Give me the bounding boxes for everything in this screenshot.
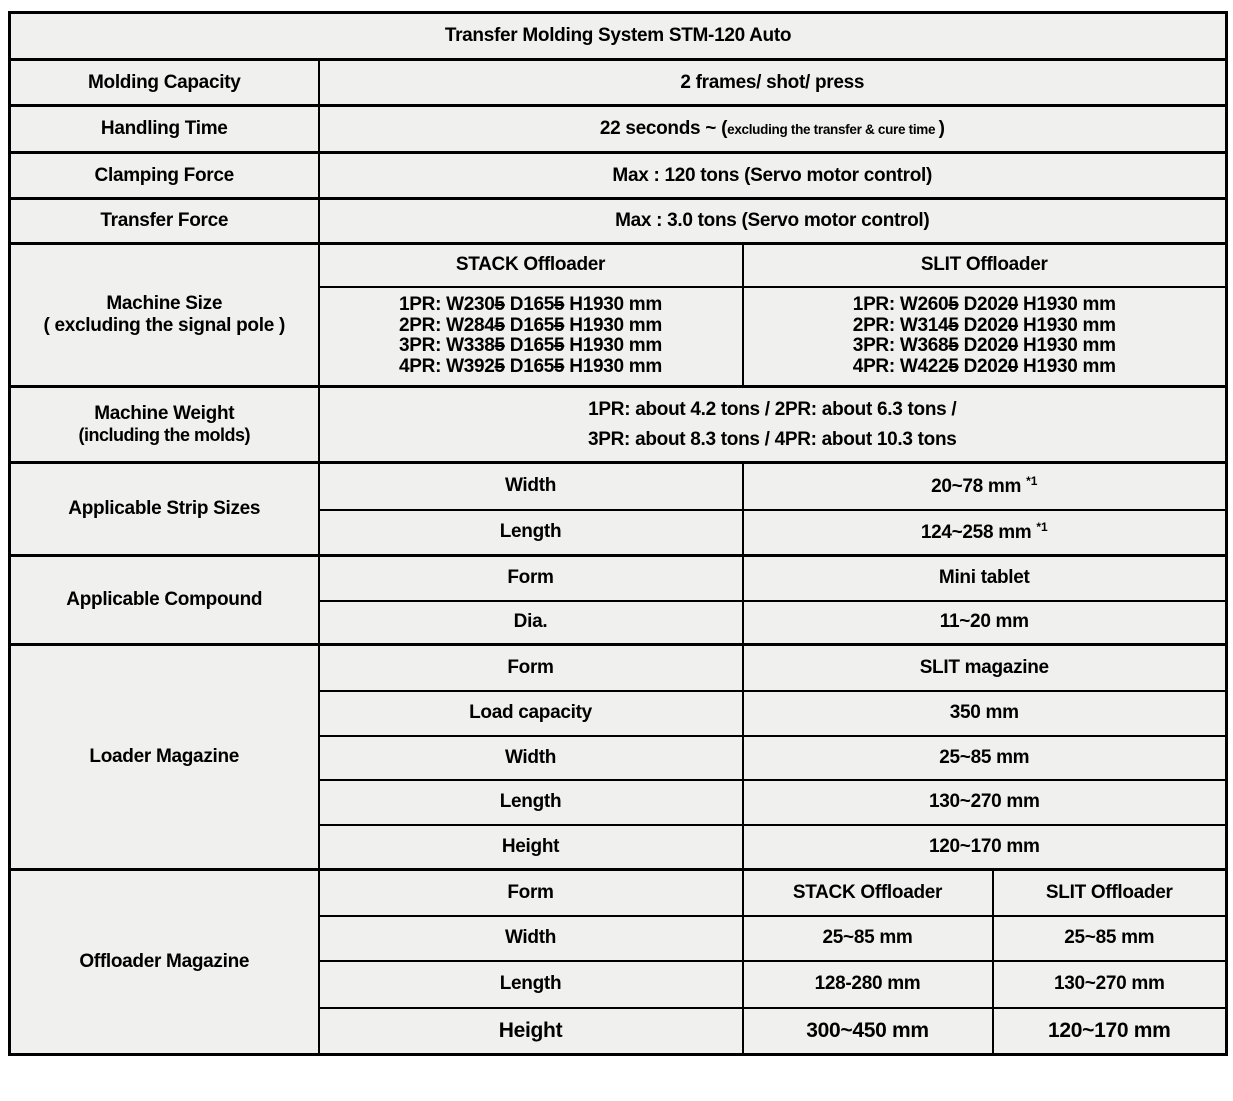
loader-length-value: 130~270 mm: [743, 780, 1227, 825]
machine-size-stack-2pr: 2PR: W2845 D1655 H1930 mm: [399, 314, 662, 336]
spec-table: [8, 11, 1228, 1056]
machine-size-values-stack: [319, 287, 743, 387]
value-handling-time: [319, 106, 1227, 153]
machine-weight-sublabel: (including the molds): [78, 425, 250, 445]
machine-size-sublabel: ( excluding the signal pole ): [43, 315, 285, 336]
page-title: Transfer Molding System STM-120 Auto: [10, 13, 1227, 60]
loader-length-label: Length: [319, 780, 743, 825]
handling-paren-close: ): [938, 118, 945, 139]
row-label-machine-size: [10, 244, 319, 387]
offloader-form-slit: SLIT Offloader: [993, 870, 1227, 916]
offloader-length-stack: 128-280 mm: [743, 961, 993, 1008]
loader-width-label: Width: [319, 736, 743, 780]
machine-size-stack-3pr: 3PR: W3385 D1655 H1930 mm: [399, 335, 662, 357]
handling-time-note: excluding the transfer & cure time: [727, 122, 939, 137]
offloader-height-slit: 120~170 mm: [993, 1008, 1227, 1055]
machine-weight-line1: 1PR: about 4.2 tons / 2PR: about 6.3 tons /: [588, 398, 957, 420]
machine-size-slit-4pr: 4PR: W4225 D2020 H1930 mm: [852, 355, 1116, 377]
loader-width-value: 25~85 mm: [743, 736, 1227, 780]
row-label-offloader-magazine: Offloader Magazine: [10, 870, 319, 1055]
machine-size-values-slit: [743, 287, 1227, 387]
row-label-handling-time: Handling Time: [10, 106, 319, 153]
loader-capacity-label: Load capacity: [319, 691, 743, 736]
machine-size-slit-3pr: 3PR: W3685 D2020 H1930 mm: [852, 335, 1116, 357]
offloader-length-slit: 130~270 mm: [993, 961, 1227, 1008]
machine-weight-line2: 3PR: about 8.3 tons / 4PR: about 10.3 tons: [588, 428, 957, 450]
offloader-length-label: Length: [319, 961, 743, 1008]
offloader-form-label: Form: [319, 870, 743, 916]
handling-time-main: 22 seconds ~: [599, 118, 722, 139]
offloader-width-slit: 25~85 mm: [993, 916, 1227, 961]
machine-size-slit-2pr: 2PR: W3145 D2020 H1930 mm: [852, 314, 1116, 336]
strip-width-value: 20~78 mm $^{*1}$: [743, 463, 1227, 510]
value-transfer-force: Max : 3.0 tons (Servo motor control): [319, 199, 1227, 244]
value-molding-capacity: 2 frames/ shot/ press: [319, 60, 1227, 106]
row-label-molding-capacity: Molding Capacity: [10, 60, 319, 106]
loader-form-label: Form: [319, 645, 743, 691]
footnote-marker: *1: [1026, 474, 1038, 489]
footnote-marker: *1: [1036, 520, 1048, 535]
offloader-width-label: Width: [319, 916, 743, 961]
row-label-machine-weight: [10, 387, 319, 463]
value-clamping-force: Max : 120 tons (Servo motor control): [319, 153, 1227, 199]
strip-length-value: 124~258 mm $^{*1}$: [743, 510, 1227, 556]
offloader-form-stack: STACK Offloader: [743, 870, 993, 916]
row-label-clamping-force: Clamping Force: [10, 153, 319, 199]
row-label-compound: Applicable Compound: [10, 556, 319, 645]
compound-dia-value: 11~20 mm: [743, 601, 1227, 645]
compound-dia-label: Dia.: [319, 601, 743, 645]
handling-paren-open: (: [721, 118, 728, 139]
row-label-strip-sizes: Applicable Strip Sizes: [10, 463, 319, 556]
compound-form-value: Mini tablet: [743, 556, 1227, 601]
value-machine-weight: [319, 387, 1227, 463]
machine-size-header-slit: SLIT Offloader: [743, 244, 1227, 287]
machine-size-slit-1pr: 1PR: W2605 D2020 H1930 mm: [852, 294, 1116, 316]
machine-size-stack-4pr: 4PR: W3925 D1655 H1930 mm: [399, 355, 662, 377]
machine-size-label: Machine Size: [106, 293, 223, 314]
loader-capacity-value: 350 mm: [743, 691, 1227, 736]
loader-form-value: SLIT magazine: [743, 645, 1227, 691]
strip-width-label: Width: [319, 463, 743, 510]
offloader-width-stack: 25~85 mm: [743, 916, 993, 961]
offloader-height-stack: 300~450 mm: [743, 1008, 993, 1055]
strip-length-label: Length: [319, 510, 743, 556]
machine-size-header-stack: STACK Offloader: [319, 244, 743, 287]
loader-height-value: 120~170 mm: [743, 825, 1227, 870]
row-label-loader-magazine: Loader Magazine: [10, 645, 319, 870]
row-label-transfer-force: Transfer Force: [10, 199, 319, 244]
compound-form-label: Form: [319, 556, 743, 601]
loader-height-label: Height: [319, 825, 743, 870]
machine-size-stack-1pr: 1PR: W2305 D1655 H1930 mm: [399, 294, 662, 316]
offloader-height-label: Height: [319, 1008, 743, 1055]
machine-weight-label: Machine Weight: [94, 403, 235, 424]
